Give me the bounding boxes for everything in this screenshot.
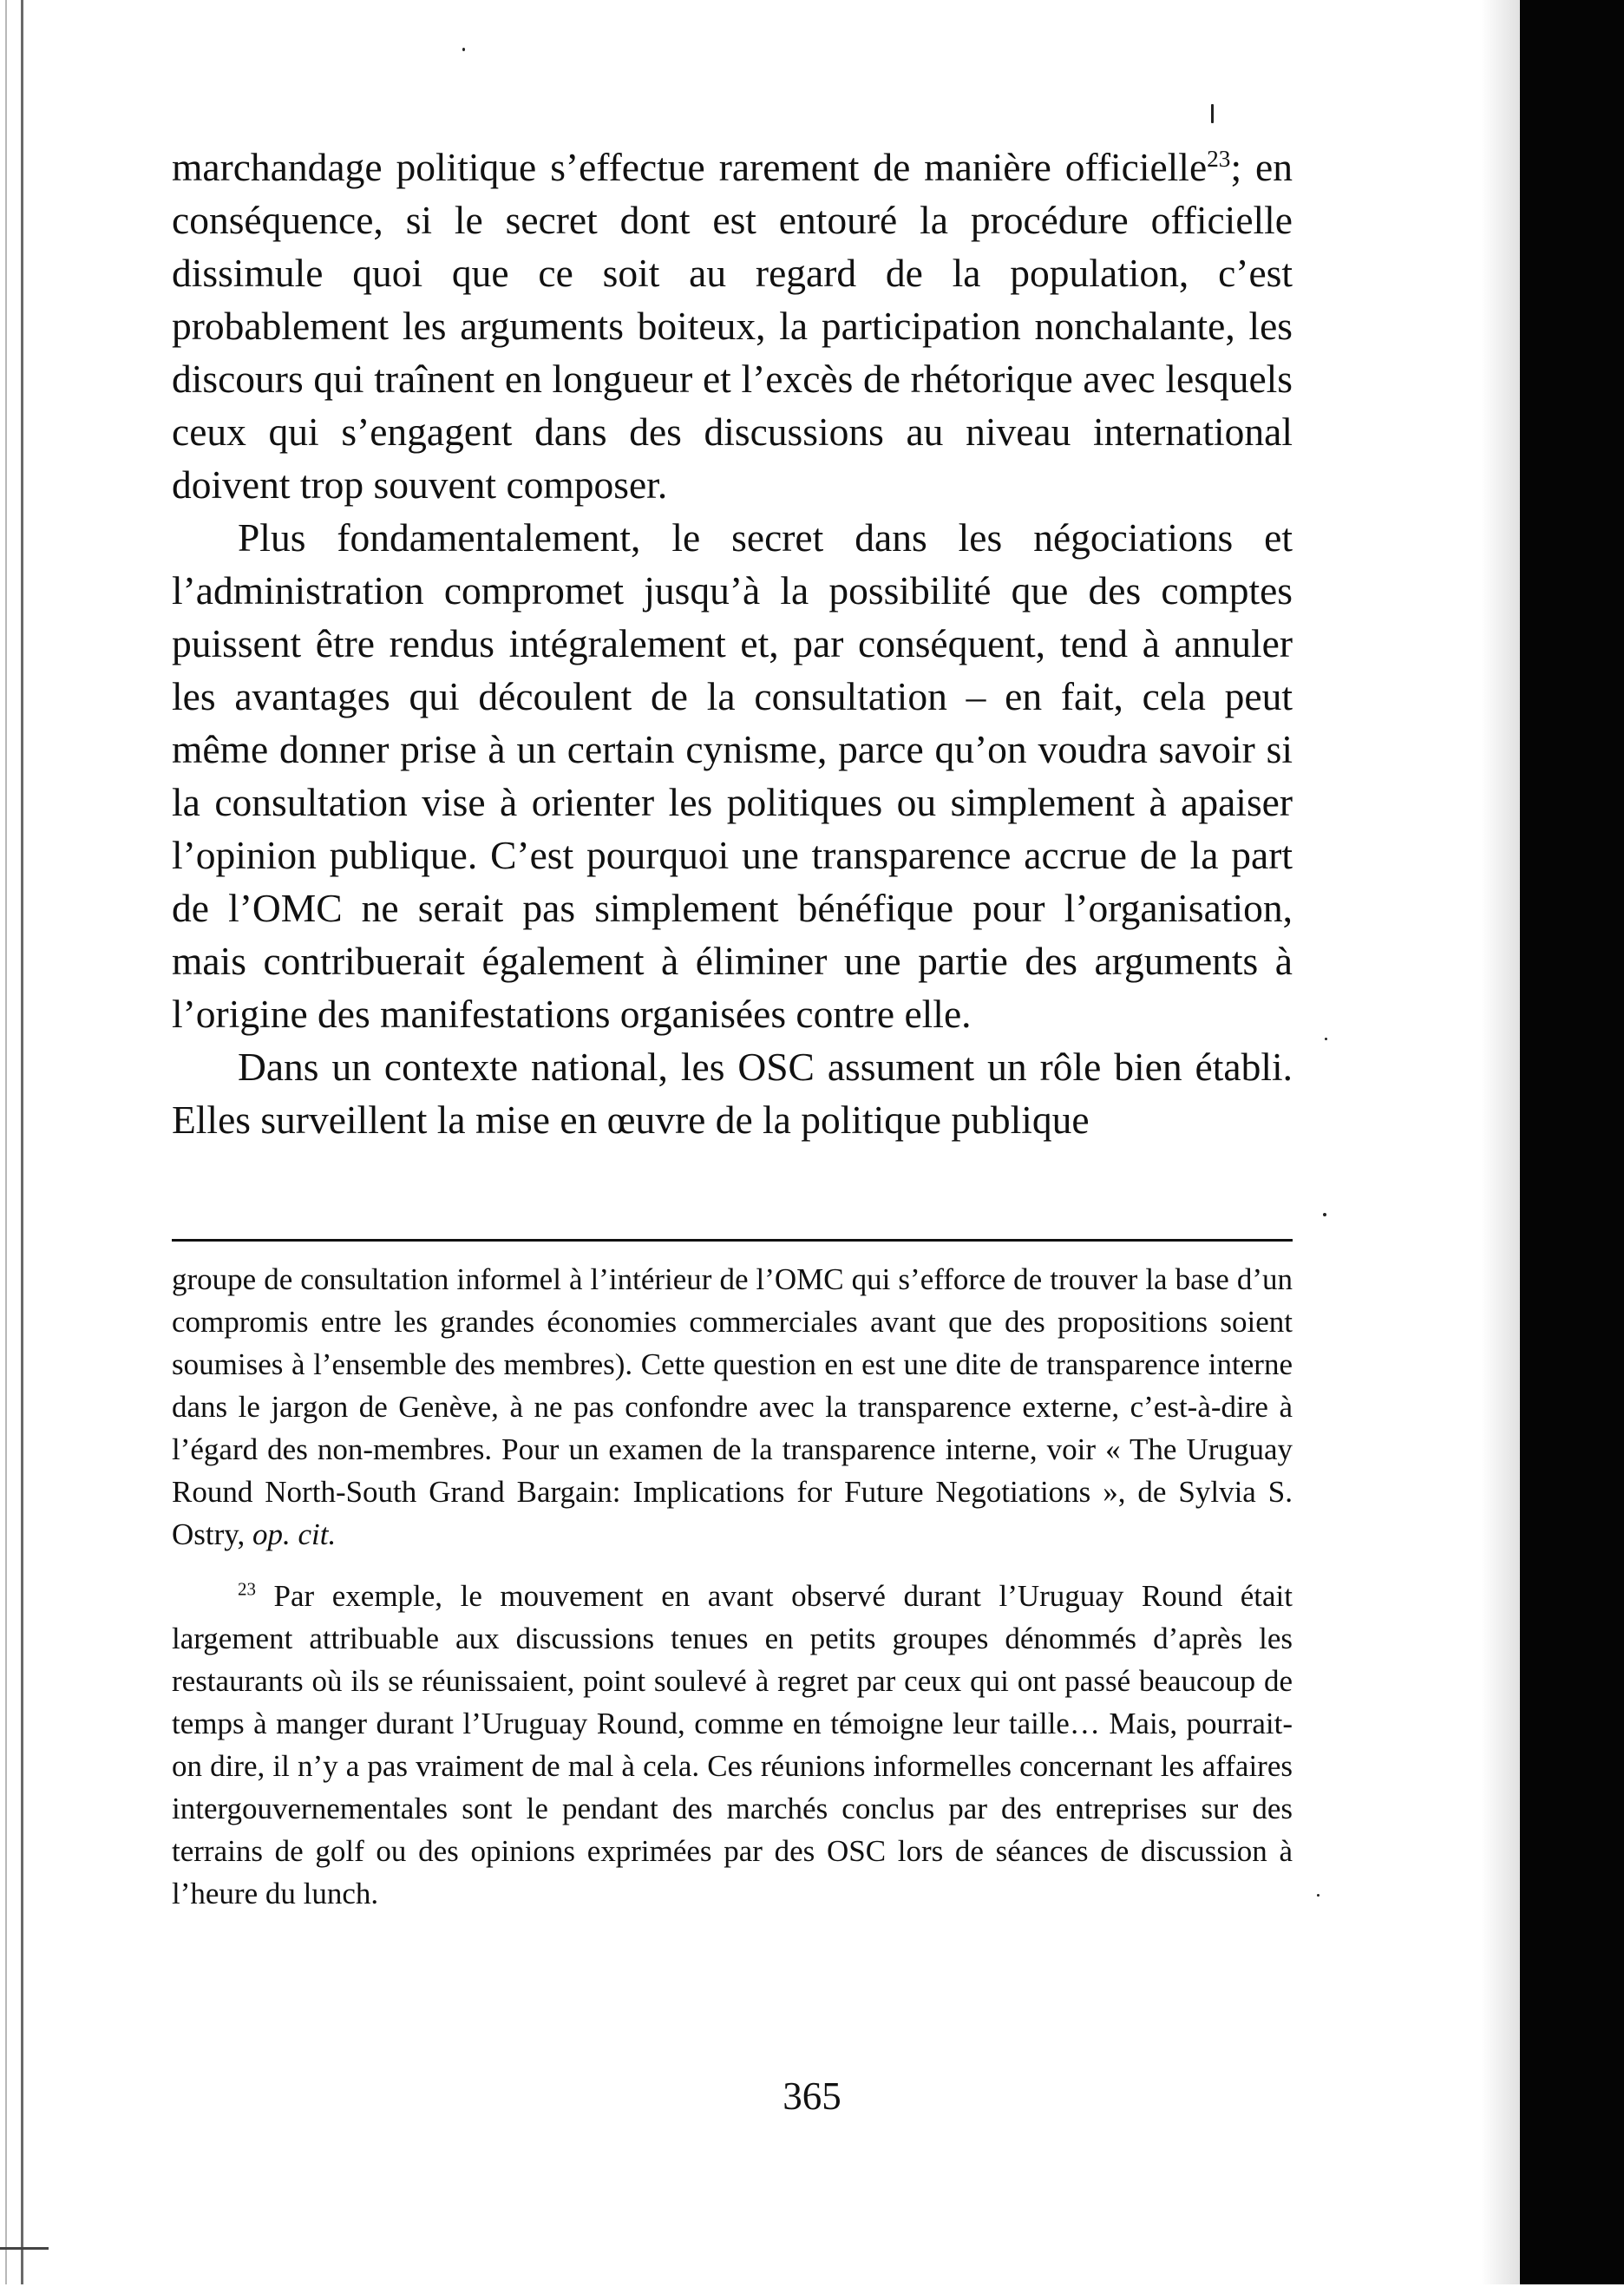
- scan-speck: [1323, 1213, 1326, 1216]
- scan-edge-line-outer: [5, 0, 7, 2284]
- scan-binding-band: [1520, 0, 1624, 2284]
- paragraph: Plus fondamentalement, le secret dans les négociations et l’administration compromet jusqu’à la possibilité que des comptes puissent être rendus intégralement et, par conséquent, tend à annuler les avantages qui découlent de la consultation – en fait, cela peut même donner prise à un certain cynisme, parce qu’on voudra savoir si la consultation vise à orienter les politiques ou simplement à apaiser l’opinion publique. C’est pourquoi une transparence accrue de la part de l’OMC ne serait pas simplement bénéfique pour l’organisation, mais contribuerait également à éliminer une partie des arguments à l’origine des manifestations organisées contre elle.: [172, 515, 1293, 1036]
- paragraph-text-continued: ; en conséquence, si le secret dont est entouré la procédure officielle dissimule quoi que ce soit au regard de la population, c’est probablement les arguments boiteux, la participation nonchalante, les discours qui traînent en longueur et l’excès de rhétorique avec lesquels ceux qui s’engagent dans des discussions au niveau international doivent trop souvent composer.: [172, 145, 1293, 507]
- scan-left-edge: [0, 0, 52, 2284]
- footnote-separator: [172, 1239, 1293, 1242]
- footnotes: [172, 1258, 1293, 1915]
- footnote-continued: [172, 1258, 1293, 1556]
- scan-speck: [462, 48, 465, 51]
- footnote-text: groupe de consultation informel à l’intérieur de l’OMC qui s’efforce de trouver la base d’un compromis entre les grandes économies commerciales avant que des propositions soient soumises à l’ensemble des membres). Cette question en est une dite de transparence interne dans le jargon de Genève, à ne pas confondre avec la transparence externe, c’est-à-dire à l’égard des non-membres. Pour un examen de la transparence interne, voir « The Uruguay Round North-South Grand Bargain: Implications for Future Negotiations », de Sylvia S. Ostry,: [172, 1262, 1293, 1551]
- paragraph: Dans un contexte national, les OSC assument un rôle bien établi. Elles surveillent la mise en œuvre de la politique publique: [172, 1045, 1293, 1142]
- scan-speck: [1325, 1038, 1327, 1040]
- footnote-text: Par exemple, le mouvement en avant observé durant l’Uruguay Round était largement attribuable aux discussions tenues en petits groupes dénommés d’après les restaurants où ils se réunissaient, point soulevé à regret par ceux qui ont passé beaucoup de temps à manger durant l’Uruguay Round, comme en témoigne leur taille… Mais, pourrait-on dire, il n’y a pas vraiment de mal à cela. Ces réunions informelles concernant les affaires intergouvernementales sont le pendant des marchés conclus par des entreprises sur des terrains de golf ou des opinions exprimées par des OSC lors de séances de discussion à l’heure du lunch.: [172, 1579, 1293, 1910]
- footnote-marker: 23: [238, 1578, 256, 1600]
- scan-speck: [1211, 104, 1214, 123]
- scan-binding-shadow: [1481, 0, 1520, 2284]
- footnote-citation: op. cit.: [252, 1517, 337, 1551]
- scan-edge-corner: [0, 2247, 49, 2287]
- paragraph: [172, 141, 1293, 511]
- scan-edge-line: [21, 0, 23, 2284]
- page-number: 365: [783, 2074, 841, 2118]
- body-text: [172, 141, 1293, 1146]
- footnote-reference: 23: [1207, 145, 1231, 172]
- scan-speck: [1317, 1894, 1320, 1897]
- footnote: [172, 1575, 1293, 1915]
- paragraph-text: marchandage politique s’effectue rarement de manière officielle: [172, 145, 1208, 189]
